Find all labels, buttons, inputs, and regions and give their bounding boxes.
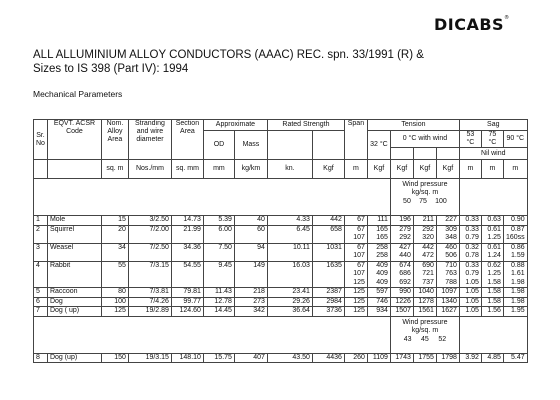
cell-sr: 3 xyxy=(34,243,48,261)
units-span: m xyxy=(344,160,367,179)
cell-t32: 597 xyxy=(367,288,390,298)
units-k1: Kgf xyxy=(367,160,390,179)
cell-kgf: 1031 xyxy=(312,243,344,261)
cell-section: 34.36 xyxy=(171,243,203,261)
cell-span: 67 107 125 xyxy=(344,261,367,288)
cell-s75: 1.58 xyxy=(481,288,503,298)
header-tension: Tension xyxy=(367,120,459,131)
header-90c: 90 °C xyxy=(503,131,527,148)
units-m2: m xyxy=(481,160,503,179)
cell-kgf: 658 xyxy=(312,225,344,243)
cell-code: Raccoon xyxy=(47,288,101,298)
cell-code: Squirrel xyxy=(47,225,101,243)
cell-strand: 3/2.50 xyxy=(128,216,171,226)
header-nom-alloy-area: Nom. Alloy Area xyxy=(101,120,128,160)
section-heading: Mechanical Parameters xyxy=(33,89,123,99)
cell-area: 20 xyxy=(101,225,128,243)
cell-s90: 0.88 1.61 1.98 xyxy=(503,261,527,288)
cell-s75: 0.61 1.25 xyxy=(481,225,503,243)
cell-code: Weasel xyxy=(47,243,101,261)
units-od: mm xyxy=(203,160,234,179)
cell-w3: 309 348 xyxy=(436,225,459,243)
cell-section: 21.99 xyxy=(171,225,203,243)
mechanical-parameters-table xyxy=(33,119,528,363)
cell-od: 12.78 xyxy=(203,297,234,307)
cell-sr: 2 xyxy=(34,225,48,243)
cell-kn: 10.11 xyxy=(267,243,312,261)
cell-mass: 149 xyxy=(234,261,267,288)
cell-w2: 211 xyxy=(413,216,436,226)
cell-t32: 111 xyxy=(367,216,390,226)
header-53c: 53 °C xyxy=(459,131,481,148)
units-mass: kg/km xyxy=(234,160,267,179)
wind-spacer-1 xyxy=(34,179,391,216)
units-area: sq. m xyxy=(101,160,128,179)
cell-kn: 36.64 xyxy=(267,307,312,317)
wind-value: 43 xyxy=(403,335,412,343)
header-approximate: Approximate xyxy=(203,120,267,131)
cell-kn: 4.33 xyxy=(267,216,312,226)
cell-sr: 1 xyxy=(34,216,48,226)
cell-od: 5.39 xyxy=(203,216,234,226)
wind-value: 100 xyxy=(435,198,447,205)
units-sr xyxy=(34,160,48,179)
header-od: OD xyxy=(203,131,234,160)
table-row xyxy=(34,297,528,307)
table-row xyxy=(34,307,528,317)
cell-section: 124.60 xyxy=(171,307,203,317)
cell-od: 7.50 xyxy=(203,243,234,261)
cell-strand: 7/2.00 xyxy=(128,225,171,243)
cell-sr: 8 xyxy=(34,353,48,363)
cell-w2: 1561 xyxy=(413,307,436,317)
cell-s90: 1.98 xyxy=(503,297,527,307)
header-75c: 75 °C xyxy=(481,131,503,148)
cell-strand: 19/3.15 xyxy=(128,353,171,363)
cell-t32: 258 258 xyxy=(367,243,390,261)
wind-pressure-group-1 xyxy=(390,179,459,216)
cell-section: 99.77 xyxy=(171,297,203,307)
cell-w3: 1097 xyxy=(436,288,459,298)
cell-w1: 279 292 xyxy=(390,225,413,243)
cell-w2: 442 472 xyxy=(413,243,436,261)
cell-s90: 0.90 xyxy=(503,216,527,226)
units-code xyxy=(47,160,101,179)
wind-spacer-2 xyxy=(34,316,391,353)
header-32c: 32 °C xyxy=(367,131,390,160)
cell-area: 100 xyxy=(101,297,128,307)
cell-w1: 1507 xyxy=(390,307,413,317)
cell-w1: 196 xyxy=(390,216,413,226)
cell-s75: 1.56 xyxy=(481,307,503,317)
cell-w1: 1226 xyxy=(390,297,413,307)
header-mass: Mass xyxy=(234,131,267,160)
cell-od: 14.45 xyxy=(203,307,234,317)
cell-area: 15 xyxy=(101,216,128,226)
cell-code: Dog xyxy=(47,297,101,307)
document-title xyxy=(33,48,533,76)
cell-kn: 43.50 xyxy=(267,353,312,363)
cell-mass: 342 xyxy=(234,307,267,317)
cell-w2: 292 320 xyxy=(413,225,436,243)
cell-span: 125 xyxy=(344,297,367,307)
cell-section: 14.73 xyxy=(171,216,203,226)
wind-spacer-2b xyxy=(459,316,527,353)
cell-s53: 3.92 xyxy=(459,353,481,363)
cell-area: 125 xyxy=(101,307,128,317)
cell-w1: 1743 xyxy=(390,353,413,363)
table-row xyxy=(34,353,528,363)
cell-section: 79.81 xyxy=(171,288,203,298)
cell-kgf: 1635 xyxy=(312,261,344,288)
units-strand: Nos./mm xyxy=(128,160,171,179)
cell-span: 125 xyxy=(344,288,367,298)
cell-kn: 29.26 xyxy=(267,297,312,307)
cell-od: 6.00 xyxy=(203,225,234,243)
cell-s90: 5.47 xyxy=(503,353,527,363)
header-kgf-blank xyxy=(312,131,344,160)
units-k2: Kgf xyxy=(390,160,413,179)
cell-kn: 16.03 xyxy=(267,261,312,288)
cell-sr: 4 xyxy=(34,261,48,288)
cell-code: Rabbit xyxy=(47,261,101,288)
cell-t32: 409 409 409 xyxy=(367,261,390,288)
cell-span: 67 xyxy=(344,216,367,226)
wind-spacer-1b xyxy=(459,179,527,216)
cell-s75: 4.85 xyxy=(481,353,503,363)
cell-od: 15.75 xyxy=(203,353,234,363)
units-kgf: Kgf xyxy=(312,160,344,179)
cell-sr: 6 xyxy=(34,297,48,307)
header-span: Span xyxy=(344,120,367,160)
cell-strand: 7/4.26 xyxy=(128,297,171,307)
cell-sr: 5 xyxy=(34,288,48,298)
cell-span: 125 xyxy=(344,307,367,317)
units-k3: Kgf xyxy=(413,160,436,179)
header-rated-strength: Rated Strength xyxy=(267,120,344,131)
cell-t32: 1109 xyxy=(367,353,390,363)
header-wind-blank-2 xyxy=(413,148,436,160)
cell-s75: 0.62 1.25 1.58 xyxy=(481,261,503,288)
cell-strand: 7/3.81 xyxy=(128,288,171,298)
cell-strand: 19/2.89 xyxy=(128,307,171,317)
cell-mass: 407 xyxy=(234,353,267,363)
cell-section: 148.10 xyxy=(171,353,203,363)
wind-pressure-label-2: Wind pressure kg/sq. m xyxy=(402,318,448,334)
cell-w2: 1278 xyxy=(413,297,436,307)
wind-value: 45 xyxy=(421,335,429,343)
cell-area: 55 xyxy=(101,261,128,288)
cell-w3: 1340 xyxy=(436,297,459,307)
header-eqvt-code: EQVT. ACSR Code xyxy=(47,120,101,160)
wind-value: 52 xyxy=(438,335,447,343)
cell-od: 11.43 xyxy=(203,288,234,298)
header-section-area: Section Area xyxy=(171,120,203,160)
cell-kn: 23.41 xyxy=(267,288,312,298)
cell-s53: 0.32 0.78 xyxy=(459,243,481,261)
cell-w3: 227 xyxy=(436,216,459,226)
header-sr-no: Sr. No xyxy=(34,120,48,160)
title-line-1: ALL ALLUMINIUM ALLOY CONDUCTORS (AAAC) REC. spn. 33/1991 (R) & xyxy=(33,49,424,61)
header-0c-wind: 0 °C with wind xyxy=(390,131,459,148)
cell-w3: 1627 xyxy=(436,307,459,317)
header-stranding: Stranding and wire diameter xyxy=(128,120,171,160)
cell-mass: 273 xyxy=(234,297,267,307)
wind-pressure-row-1 xyxy=(34,179,528,216)
units-m1: m xyxy=(459,160,481,179)
cell-span: 67 107 xyxy=(344,225,367,243)
cell-kn: 6.45 xyxy=(267,225,312,243)
header-kn-blank xyxy=(267,131,312,160)
cell-area: 80 xyxy=(101,288,128,298)
header-nil-wind: Nil wind xyxy=(459,148,527,160)
cell-w3: 460 506 xyxy=(436,243,459,261)
wind-value: 75 xyxy=(419,198,427,205)
cell-code: Dog (up) xyxy=(47,353,101,363)
cell-w3: 1798 xyxy=(436,353,459,363)
cell-s90: 1.98 xyxy=(503,288,527,298)
header-sag: Sag xyxy=(459,120,527,131)
units-section: sq. mm xyxy=(171,160,203,179)
wind-pressure-label-1: Wind pressure kg/sq. m xyxy=(402,181,448,196)
cell-mass: 40 xyxy=(234,216,267,226)
cell-s75: 1.58 xyxy=(481,297,503,307)
cell-strand: 7/2.50 xyxy=(128,243,171,261)
registered-mark: ® xyxy=(504,15,510,21)
cell-s90: 0.86 1.59 xyxy=(503,243,527,261)
wind-pressure-group-2 xyxy=(390,316,459,353)
title-line-2: Sizes to IS 398 (Part IV): 1994 xyxy=(33,63,189,75)
cell-w2: 1755 xyxy=(413,353,436,363)
cell-t32: 934 xyxy=(367,307,390,317)
cell-s90: 0.87 160ss xyxy=(503,225,527,243)
cell-s90: 1.95 xyxy=(503,307,527,317)
cell-s53: 1.05 xyxy=(459,307,481,317)
table-row xyxy=(34,261,528,288)
cell-s53: 0.33 xyxy=(459,216,481,226)
header-wind-blank-1 xyxy=(390,148,413,160)
cell-mass: 218 xyxy=(234,288,267,298)
cell-s53: 1.05 xyxy=(459,288,481,298)
cell-code: Mole xyxy=(47,216,101,226)
cell-strand: 7/3.15 xyxy=(128,261,171,288)
units-kn: kn. xyxy=(267,160,312,179)
cell-w2: 690 721 737 xyxy=(413,261,436,288)
cell-mass: 94 xyxy=(234,243,267,261)
cell-s75: 0.63 xyxy=(481,216,503,226)
cell-s53: 0.33 0.79 1.05 xyxy=(459,261,481,288)
cell-w1: 990 xyxy=(390,288,413,298)
cell-w3: 710 763 788 xyxy=(436,261,459,288)
dicabs-logo xyxy=(434,15,510,34)
units-k4: Kgf xyxy=(436,160,459,179)
logo-text: DICABS xyxy=(434,15,505,34)
cell-kgf: 2387 xyxy=(312,288,344,298)
cell-code: Dog ( up) xyxy=(47,307,101,317)
cell-s75: 0.61 1.24 xyxy=(481,243,503,261)
cell-area: 34 xyxy=(101,243,128,261)
cell-span: 260 xyxy=(344,353,367,363)
cell-kgf: 4436 xyxy=(312,353,344,363)
cell-t32: 165 165 xyxy=(367,225,390,243)
table-row xyxy=(34,243,528,261)
cell-s53: 0.33 0.79 xyxy=(459,225,481,243)
cell-od: 9.45 xyxy=(203,261,234,288)
cell-section: 54.55 xyxy=(171,261,203,288)
units-m3: m xyxy=(503,160,527,179)
wind-value: 50 xyxy=(403,198,411,205)
table-row xyxy=(34,225,528,243)
cell-w1: 674 686 692 xyxy=(390,261,413,288)
cell-w1: 427 440 xyxy=(390,243,413,261)
header-wind-blank-3 xyxy=(436,148,459,160)
cell-kgf: 2984 xyxy=(312,297,344,307)
cell-kgf: 3736 xyxy=(312,307,344,317)
cell-t32: 746 xyxy=(367,297,390,307)
cell-s53: 1.05 xyxy=(459,297,481,307)
cell-span: 67 107 xyxy=(344,243,367,261)
table-row xyxy=(34,288,528,298)
cell-w2: 1040 xyxy=(413,288,436,298)
cell-kgf: 442 xyxy=(312,216,344,226)
cell-area: 150 xyxy=(101,353,128,363)
cell-sr: 7 xyxy=(34,307,48,317)
table-row xyxy=(34,216,528,226)
cell-mass: 60 xyxy=(234,225,267,243)
wind-pressure-row-2 xyxy=(34,316,528,353)
